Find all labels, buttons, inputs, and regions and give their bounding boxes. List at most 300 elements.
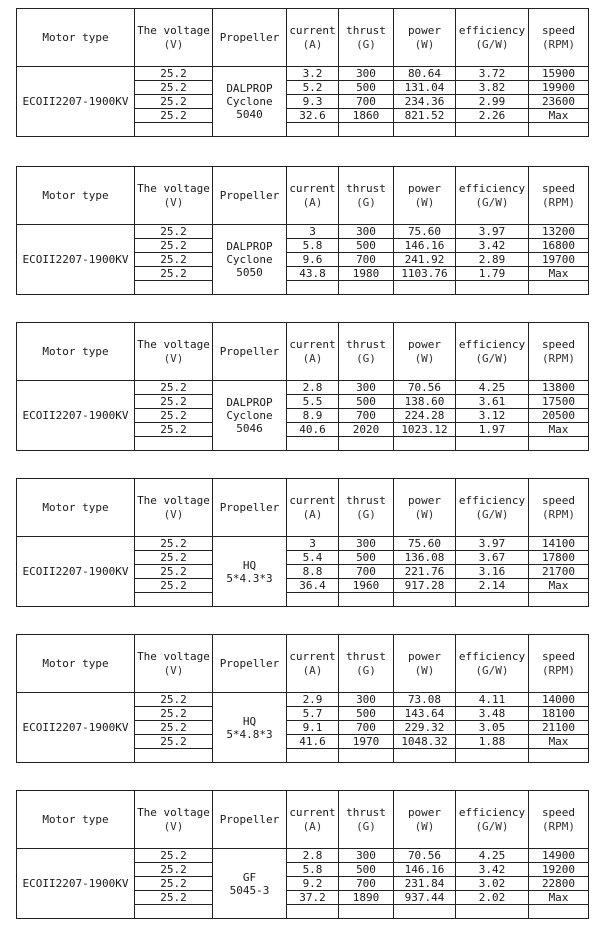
propeller-header-label: Propeller xyxy=(219,813,280,826)
propeller-cell xyxy=(213,67,287,137)
power-cell xyxy=(394,905,456,919)
efficiency-cell: 4.25 xyxy=(456,381,529,395)
thrust-cell xyxy=(339,437,394,451)
propeller-cell xyxy=(213,849,287,919)
power-cell xyxy=(394,593,456,607)
voltage-cell: 25.2 xyxy=(135,423,213,437)
thrust-cell: 500 xyxy=(339,707,394,721)
power-cell: 75.60 xyxy=(394,537,456,551)
voltage-cell: 25.2 xyxy=(135,693,213,707)
speed-header-unit: (RPM) xyxy=(541,507,576,521)
current-cell: 3 xyxy=(287,537,339,551)
power-cell: 821.52 xyxy=(394,109,456,123)
current-cell: 32.6 xyxy=(287,109,339,123)
power-cell: 221.76 xyxy=(394,565,456,579)
current-cell xyxy=(287,437,339,451)
current-cell: 5.5 xyxy=(287,395,339,409)
thrust-header-unit: (G) xyxy=(356,507,376,521)
current-header xyxy=(287,791,339,849)
motor-type-header-label: Motor type xyxy=(42,501,109,514)
motor-type-header-label: Motor type xyxy=(42,657,109,670)
efficiency-cell: 3.61 xyxy=(456,395,529,409)
efficiency-cell xyxy=(456,437,529,451)
power-cell: 937.44 xyxy=(394,891,456,905)
efficiency-header-unit: (G/W) xyxy=(475,195,509,209)
thrust-header xyxy=(339,9,394,67)
propeller-name-line: 5*4.8*3 xyxy=(226,727,273,741)
speed-cell: 21100 xyxy=(529,721,589,735)
propeller-header xyxy=(213,167,287,225)
power-header xyxy=(394,167,456,225)
speed-cell: 21700 xyxy=(529,565,589,579)
propeller-name-line: GF xyxy=(242,870,257,884)
voltage-header-unit: (V) xyxy=(163,351,184,365)
propeller-header-label: Propeller xyxy=(219,31,280,44)
speed-cell: 23600 xyxy=(529,95,589,109)
voltage-cell: 25.2 xyxy=(135,253,213,267)
propeller-cell xyxy=(213,225,287,295)
power-cell xyxy=(394,281,456,295)
motor-type-cell: ECOII2207-1900KV xyxy=(17,381,135,451)
power-cell xyxy=(394,123,456,137)
power-cell: 138.60 xyxy=(394,395,456,409)
voltage-header-unit: (V) xyxy=(163,507,184,521)
speed-cell: 14000 xyxy=(529,693,589,707)
efficiency-cell xyxy=(456,905,529,919)
power-header-label: power xyxy=(407,493,442,507)
thrust-cell: 1970 xyxy=(339,735,394,749)
motor-test-table xyxy=(16,322,589,451)
header-row xyxy=(17,479,589,537)
power-header xyxy=(394,323,456,381)
thrust-cell: 300 xyxy=(339,225,394,239)
voltage-cell: 25.2 xyxy=(135,395,213,409)
efficiency-header xyxy=(456,167,529,225)
speed-header-unit: (RPM) xyxy=(541,37,576,51)
speed-cell: 19200 xyxy=(529,863,589,877)
thrust-cell: 700 xyxy=(339,95,394,109)
efficiency-cell: 1.79 xyxy=(456,267,529,281)
voltage-cell xyxy=(135,593,213,607)
current-header xyxy=(287,323,339,381)
thrust-cell: 300 xyxy=(339,849,394,863)
thrust-cell: 700 xyxy=(339,565,394,579)
current-cell: 37.2 xyxy=(287,891,339,905)
thrust-cell: 300 xyxy=(339,67,394,81)
thrust-header xyxy=(339,479,394,537)
propeller-header xyxy=(213,9,287,67)
voltage-cell: 25.2 xyxy=(135,409,213,423)
efficiency-cell: 3.97 xyxy=(456,225,529,239)
speed-cell: Max xyxy=(529,579,589,593)
efficiency-header-unit: (G/W) xyxy=(475,37,509,51)
table-row xyxy=(17,67,589,81)
thrust-header-label: thrust xyxy=(346,337,386,351)
thrust-header xyxy=(339,635,394,693)
voltage-cell: 25.2 xyxy=(135,863,213,877)
speed-header xyxy=(529,791,589,849)
speed-header-label: speed xyxy=(541,805,576,819)
speed-header-label: speed xyxy=(541,337,576,351)
motor-test-table xyxy=(16,478,589,607)
current-header-unit: (A) xyxy=(302,37,323,51)
current-cell: 8.8 xyxy=(287,565,339,579)
voltage-cell: 25.2 xyxy=(135,381,213,395)
current-header-label: current xyxy=(289,23,336,37)
motor-type-header-label: Motor type xyxy=(42,345,109,358)
thrust-cell: 2020 xyxy=(339,423,394,437)
propeller-header-label: Propeller xyxy=(219,657,280,670)
speed-cell: 20500 xyxy=(529,409,589,423)
efficiency-cell xyxy=(456,281,529,295)
power-cell: 1103.76 xyxy=(394,267,456,281)
voltage-cell xyxy=(135,281,213,295)
efficiency-header-label: efficiency xyxy=(458,337,526,351)
current-cell: 2.8 xyxy=(287,849,339,863)
voltage-header-unit: (V) xyxy=(163,819,184,833)
current-header-unit: (A) xyxy=(302,507,323,521)
thrust-cell: 1860 xyxy=(339,109,394,123)
current-header xyxy=(287,167,339,225)
propeller-name-line: 5050 xyxy=(236,266,263,279)
power-cell xyxy=(394,749,456,763)
current-header-label: current xyxy=(289,649,336,663)
speed-header-label: speed xyxy=(541,23,576,37)
power-cell: 136.08 xyxy=(394,551,456,565)
voltage-cell: 25.2 xyxy=(135,849,213,863)
voltage-header-unit: (V) xyxy=(163,663,184,677)
efficiency-header-label: efficiency xyxy=(458,493,526,507)
propeller-name-line: HQ xyxy=(242,714,257,728)
speed-cell: Max xyxy=(529,109,589,123)
propeller-name-line: 5045-3 xyxy=(229,883,270,897)
motor-type-cell: ECOII2207-1900KV xyxy=(17,537,135,607)
power-header-label: power xyxy=(407,337,442,351)
voltage-cell: 25.2 xyxy=(135,81,213,95)
power-cell: 229.32 xyxy=(394,721,456,735)
efficiency-cell: 2.89 xyxy=(456,253,529,267)
current-cell: 5.2 xyxy=(287,81,339,95)
thrust-cell xyxy=(339,593,394,607)
power-header-unit: (W) xyxy=(414,663,435,677)
propeller-cell xyxy=(213,693,287,763)
current-cell: 2.9 xyxy=(287,693,339,707)
speed-cell: Max xyxy=(529,891,589,905)
voltage-cell: 25.2 xyxy=(135,877,213,891)
thrust-cell xyxy=(339,123,394,137)
header-row xyxy=(17,635,589,693)
speed-cell: 19700 xyxy=(529,253,589,267)
voltage-cell: 25.2 xyxy=(135,891,213,905)
thrust-header xyxy=(339,167,394,225)
power-cell: 75.60 xyxy=(394,225,456,239)
efficiency-cell: 1.88 xyxy=(456,735,529,749)
current-cell: 3.2 xyxy=(287,67,339,81)
voltage-cell: 25.2 xyxy=(135,579,213,593)
current-cell: 9.6 xyxy=(287,253,339,267)
efficiency-header-unit: (G/W) xyxy=(475,507,509,521)
power-cell: 1048.32 xyxy=(394,735,456,749)
power-cell: 231.84 xyxy=(394,877,456,891)
speed-cell: 19900 xyxy=(529,81,589,95)
voltage-header-label: The voltage xyxy=(137,649,210,663)
efficiency-cell: 1.97 xyxy=(456,423,529,437)
speed-header-label: speed xyxy=(541,181,576,195)
voltage-header xyxy=(135,479,213,537)
propeller-name-line: DALPROP xyxy=(226,396,273,409)
motor-type-header-label: Motor type xyxy=(42,31,109,44)
thrust-cell xyxy=(339,905,394,919)
voltage-cell xyxy=(135,123,213,137)
efficiency-header xyxy=(456,323,529,381)
speed-cell: Max xyxy=(529,735,589,749)
voltage-cell: 25.2 xyxy=(135,109,213,123)
thrust-cell: 300 xyxy=(339,693,394,707)
thrust-cell: 300 xyxy=(339,537,394,551)
current-cell xyxy=(287,123,339,137)
power-cell: 224.28 xyxy=(394,409,456,423)
voltage-cell: 25.2 xyxy=(135,537,213,551)
current-header-unit: (A) xyxy=(302,351,323,365)
speed-cell: Max xyxy=(529,267,589,281)
thrust-cell: 700 xyxy=(339,253,394,267)
power-cell xyxy=(394,437,456,451)
thrust-cell: 700 xyxy=(339,409,394,423)
speed-cell: 22800 xyxy=(529,877,589,891)
propeller-name-line: 5040 xyxy=(236,108,263,121)
current-cell: 2.8 xyxy=(287,381,339,395)
voltage-cell: 25.2 xyxy=(135,67,213,81)
thrust-cell: 500 xyxy=(339,551,394,565)
thrust-cell: 700 xyxy=(339,721,394,735)
current-cell: 8.9 xyxy=(287,409,339,423)
motor-test-table xyxy=(16,166,589,295)
speed-cell xyxy=(529,437,589,451)
table-row xyxy=(17,693,589,707)
speed-cell: 15900 xyxy=(529,67,589,81)
current-cell xyxy=(287,281,339,295)
thrust-header-unit: (G) xyxy=(356,195,376,209)
efficiency-cell: 2.99 xyxy=(456,95,529,109)
motor-test-table xyxy=(16,634,589,763)
speed-header-unit: (RPM) xyxy=(541,663,576,677)
table-row xyxy=(17,225,589,239)
thrust-header-label: thrust xyxy=(346,181,386,195)
current-cell: 5.8 xyxy=(287,863,339,877)
current-cell xyxy=(287,749,339,763)
propeller-header xyxy=(213,635,287,693)
power-cell: 143.64 xyxy=(394,707,456,721)
speed-header-unit: (RPM) xyxy=(541,351,576,365)
power-header-label: power xyxy=(407,23,442,37)
voltage-cell: 25.2 xyxy=(135,267,213,281)
efficiency-cell: 3.67 xyxy=(456,551,529,565)
propeller-cell xyxy=(213,537,287,607)
speed-cell: 16800 xyxy=(529,239,589,253)
motor-type-header xyxy=(17,479,135,537)
current-header-label: current xyxy=(289,805,336,819)
motor-type-header xyxy=(17,9,135,67)
propeller-header-label: Propeller xyxy=(219,189,280,202)
speed-cell: 14900 xyxy=(529,849,589,863)
header-row xyxy=(17,323,589,381)
power-cell: 234.36 xyxy=(394,95,456,109)
voltage-cell xyxy=(135,437,213,451)
current-header-label: current xyxy=(289,181,336,195)
current-header xyxy=(287,635,339,693)
voltage-cell: 25.2 xyxy=(135,239,213,253)
efficiency-header xyxy=(456,635,529,693)
thrust-header-label: thrust xyxy=(346,649,386,663)
efficiency-cell: 3.42 xyxy=(456,863,529,877)
propeller-name-line: Cyclone xyxy=(226,253,273,266)
current-cell: 40.6 xyxy=(287,423,339,437)
power-cell: 70.56 xyxy=(394,849,456,863)
power-cell: 146.16 xyxy=(394,239,456,253)
power-cell: 241.92 xyxy=(394,253,456,267)
voltage-header-label: The voltage xyxy=(137,23,210,37)
propeller-name-line: DALPROP xyxy=(226,240,273,253)
propeller-name-line: 5046 xyxy=(236,422,263,435)
speed-cell xyxy=(529,749,589,763)
speed-header xyxy=(529,167,589,225)
thrust-cell: 1890 xyxy=(339,891,394,905)
propeller-name-line: Cyclone xyxy=(226,409,273,422)
efficiency-header-unit: (G/W) xyxy=(475,351,509,365)
propeller-header-label: Propeller xyxy=(219,345,280,358)
efficiency-cell: 3.02 xyxy=(456,877,529,891)
speed-header xyxy=(529,635,589,693)
voltage-header xyxy=(135,9,213,67)
current-cell: 9.1 xyxy=(287,721,339,735)
efficiency-cell: 3.48 xyxy=(456,707,529,721)
current-cell: 41.6 xyxy=(287,735,339,749)
thrust-header-unit: (G) xyxy=(356,37,376,51)
thrust-header-unit: (G) xyxy=(356,819,376,833)
power-header xyxy=(394,479,456,537)
power-header-label: power xyxy=(407,805,442,819)
voltage-cell: 25.2 xyxy=(135,707,213,721)
propeller-header xyxy=(213,323,287,381)
speed-header-label: speed xyxy=(541,493,576,507)
efficiency-cell xyxy=(456,123,529,137)
power-header-unit: (W) xyxy=(414,819,435,833)
current-header xyxy=(287,9,339,67)
voltage-header xyxy=(135,791,213,849)
voltage-header-unit: (V) xyxy=(163,37,184,51)
current-cell: 3 xyxy=(287,225,339,239)
efficiency-header-label: efficiency xyxy=(458,805,526,819)
speed-cell: 14100 xyxy=(529,537,589,551)
voltage-cell: 25.2 xyxy=(135,721,213,735)
power-cell: 80.64 xyxy=(394,67,456,81)
efficiency-header-label: efficiency xyxy=(458,649,526,663)
power-header xyxy=(394,635,456,693)
thrust-header xyxy=(339,323,394,381)
voltage-header-unit: (V) xyxy=(163,195,184,209)
voltage-header xyxy=(135,323,213,381)
voltage-cell xyxy=(135,905,213,919)
efficiency-cell xyxy=(456,749,529,763)
thrust-header-unit: (G) xyxy=(356,351,376,365)
thrust-cell: 500 xyxy=(339,395,394,409)
propeller-name-line: Cyclone xyxy=(226,95,273,108)
speed-cell xyxy=(529,281,589,295)
header-row xyxy=(17,167,589,225)
thrust-cell: 700 xyxy=(339,877,394,891)
propeller-name-line: 5*4.3*3 xyxy=(226,571,273,585)
power-cell: 1023.12 xyxy=(394,423,456,437)
current-header-unit: (A) xyxy=(302,819,323,833)
power-cell: 73.08 xyxy=(394,693,456,707)
voltage-header xyxy=(135,167,213,225)
speed-header xyxy=(529,323,589,381)
propeller-name-line: HQ xyxy=(242,558,257,572)
speed-header-unit: (RPM) xyxy=(541,819,576,833)
voltage-cell: 25.2 xyxy=(135,95,213,109)
power-cell: 131.04 xyxy=(394,81,456,95)
thrust-cell: 1960 xyxy=(339,579,394,593)
speed-cell xyxy=(529,123,589,137)
speed-cell: Max xyxy=(529,423,589,437)
voltage-cell: 25.2 xyxy=(135,225,213,239)
header-row xyxy=(17,791,589,849)
speed-cell: 18100 xyxy=(529,707,589,721)
efficiency-cell: 3.82 xyxy=(456,81,529,95)
current-cell: 5.8 xyxy=(287,239,339,253)
motor-type-cell: ECOII2207-1900KV xyxy=(17,225,135,295)
speed-cell: 13200 xyxy=(529,225,589,239)
efficiency-cell xyxy=(456,593,529,607)
power-header-label: power xyxy=(407,649,442,663)
thrust-cell: 500 xyxy=(339,863,394,877)
motor-type-header xyxy=(17,323,135,381)
table-row xyxy=(17,381,589,395)
efficiency-cell: 3.12 xyxy=(456,409,529,423)
current-cell: 9.3 xyxy=(287,95,339,109)
power-cell: 146.16 xyxy=(394,863,456,877)
speed-header-unit: (RPM) xyxy=(541,195,576,209)
thrust-header-unit: (G) xyxy=(356,663,376,677)
efficiency-cell: 3.72 xyxy=(456,67,529,81)
motor-type-cell: ECOII2207-1900KV xyxy=(17,693,135,763)
speed-header xyxy=(529,479,589,537)
current-cell: 43.8 xyxy=(287,267,339,281)
thrust-header-label: thrust xyxy=(346,805,386,819)
power-header xyxy=(394,9,456,67)
efficiency-cell: 2.02 xyxy=(456,891,529,905)
voltage-header-label: The voltage xyxy=(137,337,210,351)
motor-type-header xyxy=(17,635,135,693)
efficiency-cell: 2.26 xyxy=(456,109,529,123)
speed-cell xyxy=(529,905,589,919)
thrust-cell xyxy=(339,749,394,763)
current-cell: 5.7 xyxy=(287,707,339,721)
speed-header xyxy=(529,9,589,67)
thrust-cell: 300 xyxy=(339,381,394,395)
power-header-unit: (W) xyxy=(414,37,435,51)
current-cell: 5.4 xyxy=(287,551,339,565)
motor-type-cell: ECOII2207-1900KV xyxy=(17,849,135,919)
voltage-cell: 25.2 xyxy=(135,551,213,565)
motor-type-header xyxy=(17,791,135,849)
voltage-header-label: The voltage xyxy=(137,805,210,819)
efficiency-header-unit: (G/W) xyxy=(475,663,509,677)
speed-cell: 17500 xyxy=(529,395,589,409)
motor-type-cell: ECOII2207-1900KV xyxy=(17,67,135,137)
motor-type-header-label: Motor type xyxy=(42,813,109,826)
voltage-header-label: The voltage xyxy=(137,493,210,507)
